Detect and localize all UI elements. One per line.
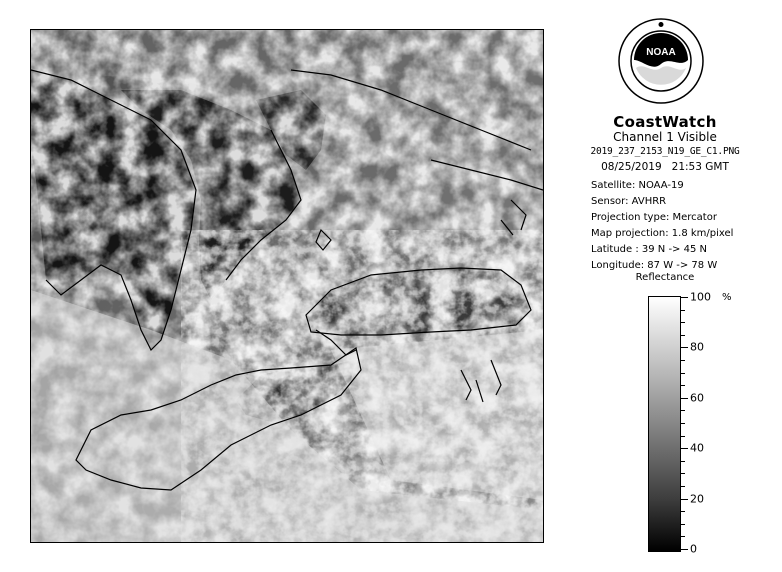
- colorbar-tick-label: 40: [690, 441, 704, 455]
- colorbar-tick: [680, 486, 685, 487]
- sensor-info: Sensor: AVHRR: [591, 196, 667, 207]
- logo-text: NOAA: [646, 47, 676, 58]
- colorbar-tick: [680, 410, 685, 411]
- latitude-range: Latitude : 39 N -> 45 N: [591, 244, 707, 255]
- colorbar-tick-label: 100: [690, 290, 711, 304]
- colorbar-tick: [680, 461, 685, 462]
- colorbar-tick: [680, 360, 685, 361]
- colorbar-tick: [680, 499, 688, 500]
- colorbar-tick: [680, 536, 685, 537]
- colorbar-tick: [680, 511, 685, 512]
- colorbar-tick: [680, 398, 688, 399]
- colorbar-tick: [680, 549, 688, 550]
- channel-label: Channel 1 Visible: [613, 130, 717, 144]
- colorbar-tick: [680, 385, 685, 386]
- colorbar-tick-label: 80: [690, 340, 704, 354]
- colorbar-tick: [680, 436, 685, 437]
- colorbar-tick: [680, 423, 685, 424]
- satellite-map: [31, 30, 543, 542]
- colorbar-tick: [680, 347, 688, 348]
- satellite-info: Satellite: NOAA-19: [591, 180, 684, 191]
- reflectance-colorbar: [648, 296, 681, 552]
- colorbar-tick: [680, 473, 685, 474]
- colorbar-tick: [680, 322, 685, 323]
- colorbar-tick: [680, 297, 688, 298]
- file-name: 2019_237_2153_N19_GE_C1.PNG: [590, 146, 740, 157]
- longitude-range: Longitude: 87 W -> 78 W: [591, 260, 718, 271]
- colorbar-tick-label: 0: [690, 542, 697, 556]
- colorbar-tick: [680, 448, 688, 449]
- colorbar-tick-label: 60: [690, 391, 704, 405]
- map-projection: Map projection: 1.8 km/pixel: [591, 228, 734, 239]
- colorbar-tick-label: 20: [690, 492, 704, 506]
- colorbar-tick: [680, 373, 685, 374]
- colorbar-tick: [680, 310, 685, 311]
- colorbar-tick: [680, 524, 685, 525]
- legend-title: Reflectance: [635, 272, 695, 283]
- colorbar-tick: [680, 335, 685, 336]
- date-time: 08/25/2019 21:53 GMT: [601, 161, 729, 173]
- legend-unit: %: [722, 292, 732, 303]
- page-title: CoastWatch: [613, 113, 717, 131]
- projection-type: Projection type: Mercator: [591, 212, 717, 223]
- satellite-image: [30, 29, 544, 543]
- noaa-logo: [618, 18, 704, 104]
